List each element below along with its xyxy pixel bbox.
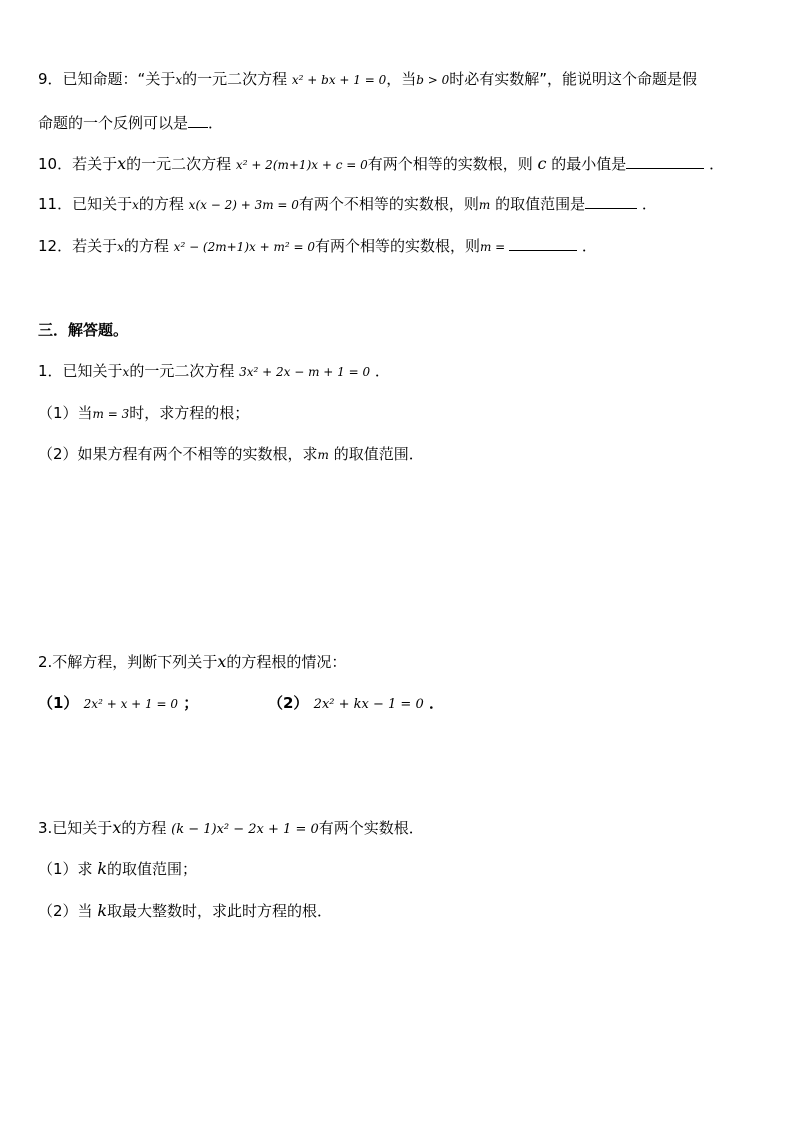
s2-part1-end: ； <box>183 694 199 712</box>
s2-text-1: 2.不解方程，判断下列关于 <box>38 653 218 671</box>
q10-text-5: ． <box>709 155 725 173</box>
s2-var-x: x <box>217 652 227 671</box>
s1-text-3: ． <box>374 362 390 380</box>
q11-text-2: 的方程 <box>138 195 184 213</box>
s2-text-2: 的方程根的情况： <box>226 653 347 671</box>
q11-text-1: 11．已知关于 <box>38 195 133 213</box>
q10-text-1: 10．若关于 <box>38 155 118 173</box>
q10-text-3: 有两个相等的实数根，则 <box>367 155 533 173</box>
q11-var-x: x <box>132 198 139 212</box>
q9-text-6: ． <box>208 114 224 132</box>
q10-text-2: 的一元二次方程 <box>126 155 232 173</box>
s2-part1-equation: 2x² + x + 1 = 0 <box>83 697 178 711</box>
s2-part2-equation: 2x² + kx − 1 = 0 <box>313 697 424 712</box>
solve-question-2 <box>38 652 346 672</box>
q9-text-3: ，当 <box>386 70 417 88</box>
s1-text-1: 1．已知关于 <box>38 362 123 380</box>
q10-var-c: c <box>537 154 547 173</box>
question-9-line-2 <box>38 113 223 133</box>
s3-text-3: 有两个实数根． <box>318 819 424 837</box>
question-11 <box>38 194 657 215</box>
solve-question-1-part-2 <box>38 444 424 465</box>
q9-text-1: 9．已知命题：“关于 <box>38 70 176 88</box>
s1-part2-text-1: （2）如果方程有两个不相等的实数根，求 <box>38 445 318 463</box>
s3-part1-var-k: k <box>97 859 108 878</box>
s3-text-1: 3.已知关于 <box>38 819 113 837</box>
s1-part2-var-m: m <box>317 448 329 462</box>
s3-part2-text-2: 取最大整数时，求此时方程的根． <box>107 902 333 920</box>
s3-part2-text-1: （2）当 <box>38 902 93 920</box>
s2-part2-label: （2） <box>268 694 309 712</box>
solve-question-3-part-2 <box>38 901 332 921</box>
q10-answer-blank[interactable] <box>626 154 704 169</box>
s1-part1-condition: m = 3 <box>92 407 130 421</box>
s3-part1-text-2: 的取值范围； <box>107 860 198 878</box>
q11-equation: x(x − 2) + 3m = 0 <box>188 198 299 212</box>
s3-part1-text-1: （1）求 <box>38 860 93 878</box>
solve-question-3-part-1 <box>38 859 197 879</box>
q10-var-x: x <box>117 154 127 173</box>
s1-var-x: x <box>122 365 130 379</box>
q11-text-3: 有两个不相等的实数根，则 <box>298 195 479 213</box>
s1-part2-text-2: 的取值范围． <box>333 445 424 463</box>
s2-part2-end: ． <box>428 694 444 712</box>
solve-question-1 <box>38 361 390 382</box>
s3-equation: (k − 1)x² − 2x + 1 = 0 <box>171 822 319 837</box>
q11-text-5: ． <box>641 195 657 213</box>
q12-text-1: 12．若关于 <box>38 237 118 255</box>
q10-text-4: 的最小值是 <box>551 155 627 173</box>
s1-equation: 3x² + 2x − m + 1 = 0 <box>239 365 371 379</box>
question-9-line-1 <box>38 69 697 90</box>
question-12 <box>38 236 597 257</box>
q12-text-4: ． <box>581 237 597 255</box>
s1-part1-text-2: 时，求方程的根； <box>129 404 250 422</box>
solve-question-2-parts <box>38 693 198 714</box>
s3-var-x: x <box>112 818 122 837</box>
q12-equation: x² − (2m+1)x + m² = 0 <box>173 240 315 254</box>
section-3-title: 三．解答题。 <box>38 321 129 339</box>
q11-answer-blank[interactable] <box>585 194 637 209</box>
q10-equation: x² + 2(m+1)x + c = 0 <box>235 158 368 172</box>
q12-text-2: 的方程 <box>123 237 169 255</box>
q12-answer-blank[interactable] <box>509 236 577 251</box>
solve-question-1-part-1 <box>38 403 249 424</box>
q12-var-m: m = <box>479 240 510 254</box>
q9-var-x: x <box>175 73 183 87</box>
q9-text-4: 时必有实数解”，能说明这个命题是假 <box>449 70 698 88</box>
q12-var-x: x <box>117 240 124 254</box>
solve-question-2-part-2 <box>268 693 444 715</box>
q9-text-5: 命题的一个反例可以是 <box>38 114 189 132</box>
q12-text-3: 有两个相等的实数根，则 <box>314 237 480 255</box>
q9-condition: b > 0 <box>416 73 450 87</box>
s3-text-2: 的方程 <box>121 819 167 837</box>
q11-var-m: m <box>478 198 491 212</box>
q11-text-4: 的取值范围是 <box>495 195 586 213</box>
solve-question-3 <box>38 818 424 840</box>
s3-part2-var-k: k <box>97 901 108 920</box>
question-10 <box>38 154 724 175</box>
q9-equation: x² + bx + 1 = 0 <box>291 73 387 87</box>
q9-answer-blank[interactable] <box>188 113 208 128</box>
s1-text-2: 的一元二次方程 <box>129 362 235 380</box>
q9-text-2: 的一元二次方程 <box>182 70 288 88</box>
s1-part1-text-1: （1）当 <box>38 404 93 422</box>
s2-part1-label: （1） <box>38 694 79 712</box>
